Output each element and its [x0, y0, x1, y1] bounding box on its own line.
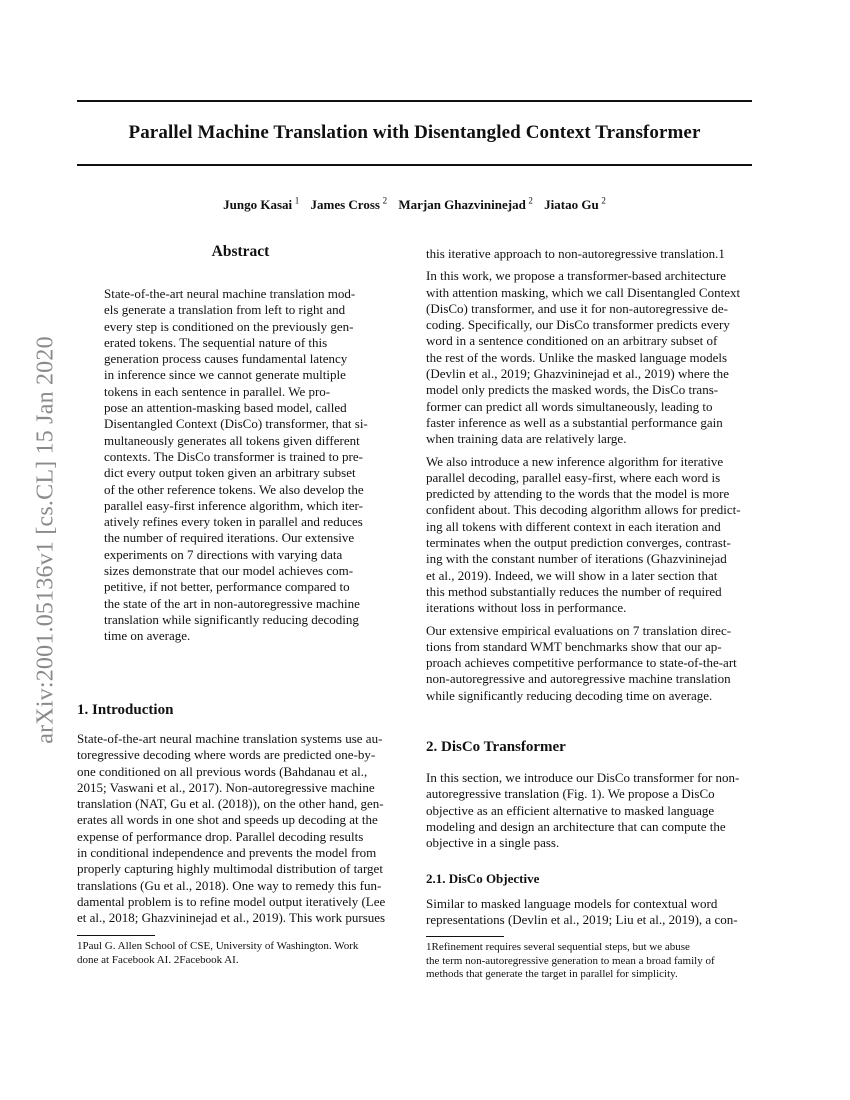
section2-heading: 2. DisCo Transformer [426, 739, 566, 755]
right-column [426, 246, 753, 704]
abstract-line: tokens in each sentence in parallel. We pro- [104, 383, 331, 399]
para-line: representations (Devlin et al., 2019; Liu et al., 2019), a con- [426, 912, 738, 928]
author: Jungo Kasai $^1$ [223, 196, 300, 213]
intro-line: toregressive decoding where words are predicted one-by- [77, 747, 376, 763]
footnote-1 [426, 941, 753, 982]
abstract-line: State-of-the-art neural machine translation mod- [104, 286, 356, 301]
footnote-line: the term non-autoregressive generation to mean a broad family of [426, 954, 715, 967]
abstract-line: of the other reference tokens. We also develop the [104, 481, 364, 497]
para-line: confident about. This decoding algorithm allows for predict- [426, 502, 741, 518]
para-line: et al., 2019). Indeed, we will show in a later section that [426, 567, 718, 583]
para-line: terminates when the output prediction converges, contrast- [426, 535, 731, 551]
para-line: when training data are relatively large. [426, 431, 627, 447]
para-line: modeling and design an architecture that can compute the [426, 818, 726, 834]
para-line: ing all tokens with different context in each iteration and [426, 518, 721, 534]
abstract-line: contexts. The DisCo transformer is trained to pre- [104, 448, 363, 464]
abstract-body [104, 286, 376, 645]
intro-line: erates all words in one shot and speeds up decoding at the [77, 812, 378, 828]
title-bottom-rule [77, 164, 752, 166]
para-line: former can predict all words simultaneously, leading to [426, 398, 713, 414]
abstract-line: pose an attention-masking based model, called [104, 400, 347, 416]
author-list [77, 196, 752, 213]
para-line: objective in a single pass. [426, 835, 560, 851]
paper-title: Parallel Machine Translation with Disentangled Context Transformer [128, 122, 701, 143]
abstract-line: els generate a translation from left to right and [104, 302, 346, 318]
para-line: iterations without loss in performance. [426, 600, 627, 616]
subsection21-heading: 2.1. DisCo Objective [426, 871, 540, 886]
para-disco-intro [426, 268, 753, 447]
para-line: this method substantially reduces the number of required [426, 583, 722, 599]
footnote-rule [426, 936, 504, 937]
para-line: model only predicts the masked words, the DisCo trans- [426, 382, 719, 398]
abstract-line: experiments on 7 directions with varying data [104, 546, 343, 562]
abstract-line: time on average. [104, 628, 191, 644]
para-line: autoregressive translation (Fig. 1). We propose a DisCo [426, 786, 715, 802]
abstract-line: generation process causes fundamental latency [104, 351, 348, 367]
para-line: In this work, we propose a transformer-based architecture [426, 268, 727, 284]
abstract-line: erated tokens. The sequential nature of this [104, 334, 328, 350]
para-line: parallel decoding, parallel easy-first, where each word is [426, 469, 721, 485]
para-line: objective as an efficient alternative to masked language [426, 802, 715, 818]
para-line: the rest of the words. Unlike the masked language models [426, 349, 728, 365]
abstract-line: the number of required iterations. Our extensive [104, 530, 355, 546]
para-line: Our extensive empirical evaluations on 7 translation direc- [426, 622, 732, 638]
footnote-line: 1Paul G. Allen School of CSE, University of Washington. Work [77, 940, 359, 952]
abstract-line: dict every output token given an arbitrary subset [104, 465, 356, 481]
affiliation-footnote [77, 940, 404, 967]
intro-line: et al., 2018; Ghazvininejad et al., 2019). This work pursues [77, 910, 386, 926]
para-line: proach achieves competitive performance to state-of-the-art [426, 655, 737, 671]
abstract-line: every step is conditioned on the previously gen- [104, 318, 354, 334]
para-line: tions from standard WMT benchmarks show that our ap- [426, 638, 722, 654]
footnote-rule [77, 935, 155, 936]
abstract-line: Disentangled Context (DisCo) transformer, that si- [104, 416, 368, 432]
footnote-line: done at Facebook AI. 2Facebook AI. [77, 953, 239, 966]
para-line: (Devlin et al., 2019; Ghazvininejad et al., 2019) where the [426, 366, 729, 382]
subsection21-body [426, 896, 753, 929]
abstract-line: translation while significantly reducing decoding [104, 611, 359, 627]
author: James Cross $^2$ [310, 196, 388, 213]
intro-line: properly capturing highly multimodal distribution of target [77, 861, 383, 877]
section2-body [426, 770, 753, 851]
para-line: with attention masking, which we call Disentangled Context [426, 284, 741, 300]
intro-heading: 1. Introduction [77, 702, 174, 718]
para-line: coding. Specifically, our DisCo transformer predicts every [426, 317, 730, 333]
para-evaluation [426, 623, 753, 704]
para-line: We also introduce a new inference algorithm for iterative [426, 453, 724, 469]
para-line: In this section, we introduce our DisCo transformer for non- [426, 770, 740, 785]
abstract-line: in inference since we cannot generate multiple [104, 367, 346, 383]
intro-line: expense of performance drop. Parallel decoding results [77, 828, 364, 844]
para-line: non-autoregressive and autoregressive machine translation [426, 671, 731, 687]
author: Marjan Ghazvininejad $^2$ [398, 196, 533, 213]
intro-line: 2015; Vaswani et al., 2017). Non-autoregressive machine [77, 779, 375, 795]
abstract-line: parallel easy-first inference algorithm, which iter- [104, 497, 363, 513]
para-continuation [426, 246, 753, 262]
intro-line: damental problem is to refine model output iteratively (Lee [77, 893, 386, 909]
intro-line: translation (NAT, Gu et al. (2018)), on the other hand, gen- [77, 796, 384, 812]
intro-line: one conditioned on all previous words (Bahdanau et al., [77, 763, 368, 779]
author: Jiatao Gu $^2$ [544, 196, 606, 213]
para-line: word in a sentence conditioned on an arbitrary subset of [426, 333, 718, 349]
footnote-line: methods that generate the target in parallel for simplicity. [426, 968, 678, 980]
top-rule [77, 100, 752, 102]
para-line: Similar to masked language models for contextual word [426, 896, 718, 911]
abstract-line: multaneously generates all tokens given different [104, 432, 360, 448]
para-line: predicted by attending to the words that the model is more [426, 486, 730, 502]
intro-body [77, 731, 404, 927]
abstract-heading: Abstract [211, 243, 270, 260]
intro-line: translations (Gu et al., 2018). One way to remedy this fun- [77, 877, 382, 893]
para-line: (DisCo) transformer, and use it for non-autoregressive de- [426, 300, 728, 316]
intro-line: in conditional independence and prevents the model from [77, 845, 377, 861]
para-easy-first [426, 454, 753, 617]
para-line: ing with the constant number of iterations (Ghazvininejad [426, 551, 727, 567]
arxiv-stamp: arXiv:2001.05136v1 [cs.CL] 15 Jan 2020 [32, 336, 59, 744]
abstract-line: atively refines every token in parallel and reduces [104, 514, 363, 530]
para-line: faster inference as well as a substantial performance gain [426, 414, 723, 430]
abstract-line: the state of the art in non-autoregressive machine [104, 595, 360, 611]
para-line: this iterative approach to non-autoregressive translation.1 [426, 246, 725, 261]
intro-line: State-of-the-art neural machine translation systems use au- [77, 731, 383, 746]
footnote-line: 1Refinement requires several sequential steps, but we abuse [426, 941, 690, 953]
abstract-line: sizes demonstrate that our model achieves com- [104, 563, 354, 579]
para-line: while significantly reducing decoding time on average. [426, 687, 713, 703]
abstract-line: petitive, if not better, performance compared to [104, 579, 350, 595]
